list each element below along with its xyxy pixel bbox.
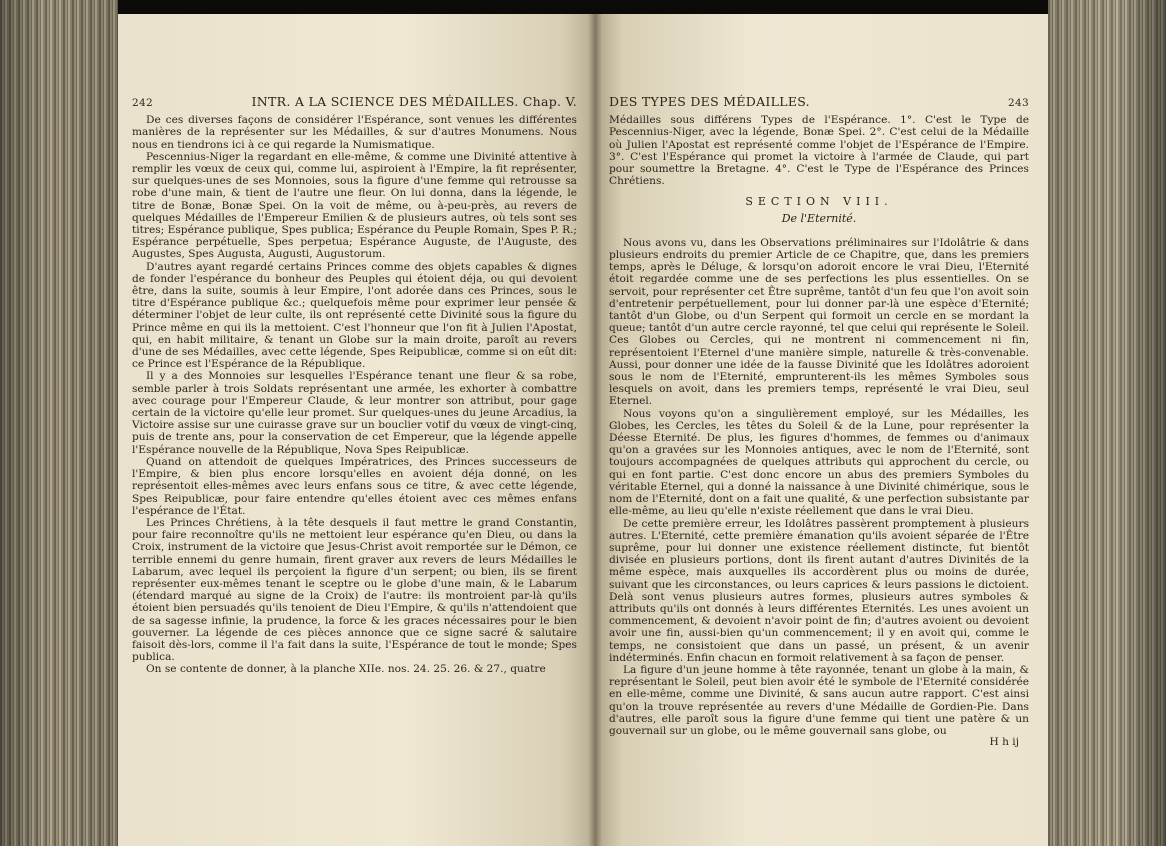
section-subtitle: De l'Eternité.: [781, 211, 857, 225]
left-paragraph: Il y a des Monnoies sur lesquelles l'Espérance tenant une fleur & sa robe, semble parler à trois Soldats représentant une armée, les exhorter à combattre avec courage pour l'Empereur Claude, & leur montrer son attribut, pour gage certain de la victoire qu'elle leur promet. Sur quelques-unes du jeune Arcadius, la Victoire assise sur une cuirasse grave sur un bouclier votif du vœux de vingt-cinq, puis de trente ans, pour la conservation de cet Empereur, que la légende appelle l'Espérance nouvelle de la République, Nova Spes Reipublicæ.: [132, 370, 577, 456]
right-page-number: 243: [1008, 97, 1029, 109]
left-text-column: [132, 96, 577, 676]
left-paragraph: On se contente de donner, à la planche XIIe. nos. 24. 25. 26. & 27., quatre: [146, 663, 546, 676]
left-running-head: [132, 96, 577, 109]
right-running-head: [609, 96, 1029, 109]
right-paragraph: Nous voyons qu'on a singulièrement employé, sur les Médailles, les Globes, les Cercles, les têtes du Soleil & de la Lune, pour représenter la Déesse Eternité. De plus, les figures d'hommes, de femmes ou d'animaux qu'on a gravées sur les Monnoies antiques, avec le nom de l'Eternité, sont toujours accompagnées de quelques attributs qui approchent du cercle, ou qui en font partie. C'est donc encore un abus des premiers Symboles du véritable Eternel, qui a donné la naissance à une Divinité chimérique, sous le nom de l'Eternité, dont on a fait une qualité, & une perfection subsistante par elle-même, au lieu qu'elle n'existe réellement que dans le vrai Dieu.: [609, 407, 1029, 518]
signature-mark: H h ij: [989, 736, 1019, 749]
left-paragraph: Les Princes Chrétiens, à la tête desquels il faut mettre le grand Constantin, pour faire reconnoître qu'ils ne mettoient leur espérance qu'en Dieu, ou dans la Croix, instrument de la victoire que Jesus-Christ avoit remportée sur le Démon, ce terrible ennemi du genre humain, firent graver aux revers de leurs Médailles le Labarum, avec lequel ils perçoient la figure d'un serpent; ou bien, ils se firent représenter eux-mêmes tenant le sceptre ou le globe d'une main, & le Labarum (étendard marqué au signe de la Croix) de l'autre: ils montroient par-là qu'ils étoient bien persuadés qu'ils tenoient de Dieu l'Empire, & qu'ils n'attendoient que de sa sagesse infinie, la prudence, la force & les graces nécessaires pour le bien gouverner. La légende de ces pièces annonce que ce signe sacré & salutaire faisoit dès-lors, comme il l'a fait dans la suite, l'Espérance de tout le monde; Spes publica.: [132, 516, 577, 664]
left-paragraph: D'autres ayant regardé certains Princes comme des objets capables & dignes de fonder l'espérance du bonheur des Peuples qui étoient déja, ou qui devoient être, dans la suite, soumis à leur Empire, l'ont adorée dans ces Princes, sous le titre d'Espérance publique &c.; quelquefois même pour exprimer leur pensée & déterminer l'objet de leur culte, ils ont représenté cette Divinité sous la figure du Prince même en qui ils la mettoient. C'est l'honneur que l'on fit à Julien l'Apostat, qui, en habit militaire, & tenant un Globe sur la main droite, paroît au revers d'une de ses Médailles, avec cette légende, Spes Reipublicæ, comme si on eût dit: ce Prince est l'Espérance de la République.: [132, 260, 577, 371]
right-paragraph: Nous avons vu, dans les Observations préliminaires sur l'Idolâtrie & dans plusieurs endroits du premier Article de ce Chapitre, que, dans les premiers temps, après le Déluge, & lorsqu'on adoroit encore le vrai Dieu, l'Eternité étoit regardée comme une de ses perfections les plus essentielles. On se servoit, pour représenter cet Être suprême, tantôt d'un feu que l'on avoit soin d'entretenir perpétuellement, pour lui donner par-là une espèce d'Eternité; tantôt d'un Globe, ou d'un Serpent qui formoit un cercle en se mordant la queue; tantôt d'un autre cercle rayonné, tel que celui qui représente le Soleil. Ces Globes ou Cercles, qui ne montrent ni commencement ni fin, représentoient l'Eternel d'une manière simple, naturelle & très-convenable. Aussi, pour donner une idée de la fausse Divinité que les Idolâtres adoroient sous le nom de l'Eternité, emprunterent-ils les mêmes Symboles sous lesquels on avoit, dans les premiers temps, représenté le vrai Dieu, seul Eternel.: [609, 236, 1029, 408]
left-running-title: INTR. A LA SCIENCE DES MÉDAILLES. Chap. V.: [251, 94, 577, 109]
right-text-column: [609, 96, 1029, 748]
right-paragraph: De cette première erreur, les Idolâtres passèrent promptement à plusieurs autres. L'Eternité, cette première émanation qu'ils avoient séparée de l'Être suprême, pour lui donner une existence réellement distincte, fut bientôt divisée en plusieurs portions, dont ils firent autant d'autres Divinités de la même espèce, mais auxquelles ils accordèrent plus ou moins de durée, suivant que les circonstances, ou leurs caprices & leurs passions le dictoient. Delà sont venus plusieurs autres formes, plusieurs autres symboles & attributs qu'ils ont donnés à leurs différentes Eternités. Les unes avoient un commencement, & devoient n'avoir point de fin; d'autres avoient ou devoient avoir une fin, aussi-bien qu'un commencement; il y en avoit qui, comme le temps, ne consistoient que dans un passé, un présent, & un avenir indéterminés. Enfin chacun en formoit relativement à sa façon de penser.: [609, 517, 1029, 664]
left-paragraph: De ces diverses façons de considérer l'Espérance, sont venues les différentes manières de la représenter sur les Médailles, & sur d'autres Monumens. Nous nous en tiendrons ici à ce qui regarde la Numismatique.: [132, 114, 577, 151]
right-intro-paragraph: Médailles sous différens Types de l'Espérance. 1°. C'est le Type de Pescennius-Niger, avec la légende, Bonæ Spei. 2°. C'est celui de la Médaille où Julien l'Apostat est représenté comme l'objet de l'Espérance de l'Empire. 3°. C'est l'Espérance qui promet la victoire à l'armée de Claude, qui part pour soumettre la Bretagne. 4°. C'est le Type de l'Espérance des Princes Chrétiens.: [609, 114, 1029, 188]
right-page: [595, 14, 1048, 846]
right-running-title: DES TYPES DES MÉDAILLES.: [609, 94, 810, 109]
left-paragraph: Quand on attendoit de quelques Impératrices, des Princes successeurs de l'Empire, & bien plus encore lorsqu'elles en avoient déja donné, on les représentoit elles-mêmes avec leurs enfans sous ce titre, & avec cette légende, Spes Reipublicæ, pour faire entendre qu'elles étoient avec ces mêmes enfans l'espérance de l'État.: [132, 455, 577, 517]
section-title: SECTION VIII.: [745, 195, 893, 209]
right-paragraph: La figure d'un jeune homme à tête rayonnée, tenant un globe à la main, & représentant le Soleil, peut bien avoir été le symbole de l'Eternité considérée en elle-même, comme une Divinité, & sans aucun autre rapport. C'est ainsi qu'on la trouve représentée au revers d'une Médaille de Gordien-Pie. Dans d'autres, elle paroît sous la figure d'une femme qui tient une patère & un gouvernail sur un globe, ou le même gouvernail sans globe, ou: [609, 663, 1029, 737]
left-page: [118, 14, 595, 846]
book-gutter: [588, 14, 602, 846]
left-paragraph: Pescennius-Niger la regardant en elle-même, & comme une Divinité attentive à remplir les vœux de ceux qui, comme lui, aspiroient à l'Empire, la fit représenter, sur quelques-unes de ses Monnoies, sous la figure d'une femme qui retrousse sa robe d'une main, & tient de l'autre une fleur. On lui donna, dans la légende, le titre de Bonæ, Bonæ Spei. On la voit de même, ou à-peu-près, au revers de quelques Médailles de l'Empereur Emilien & de plusieurs autres, où tels sont ses titres; Espérance publique, Spes publica; Espérance du Peuple Romain, Spes P. R.; Espérance perpétuelle, Spes perpetua; Espérance Auguste, de l'Auguste, des Augustes, Spes Augusta, Augusti, Augustorum.: [132, 150, 577, 261]
left-page-number: 242: [132, 97, 153, 109]
